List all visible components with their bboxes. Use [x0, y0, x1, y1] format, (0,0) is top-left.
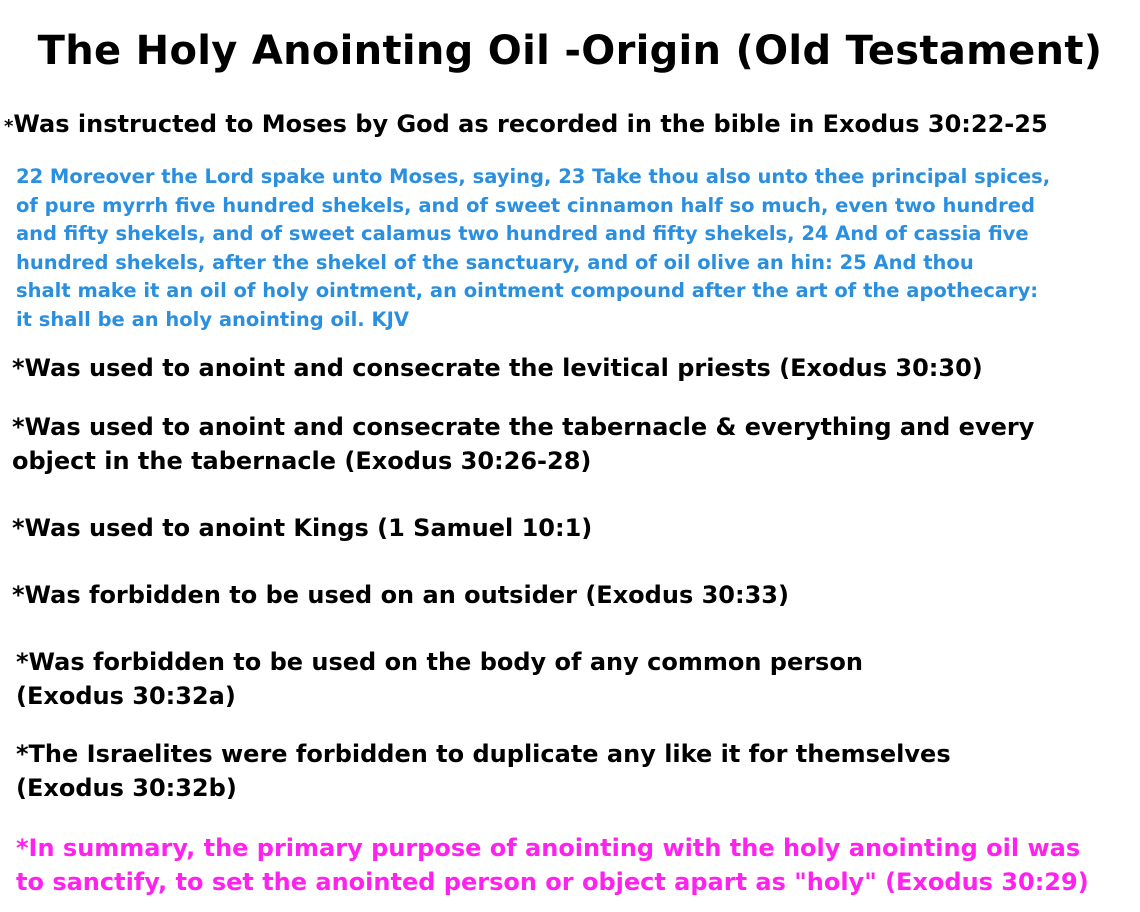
scripture-line: it shall be an holy anointing oil. KJV — [16, 307, 409, 331]
summary-line: to sanctify, to set the anointed person or object apart as "holy" (Exodus 30:29) — [16, 868, 1089, 896]
bullet-line: *Was forbidden to be used on an outsider (Exodus 30:33) — [12, 581, 789, 609]
scripture-line: 22 Moreover the Lord spake unto Moses, saying, 23 Take thou also unto thee principal spices, — [16, 165, 1051, 188]
bullet-line: *Was used to anoint and consecrate the tabernacle & everything and every — [12, 413, 1035, 441]
bullet-outsider — [12, 578, 789, 612]
summary-statement — [16, 831, 1089, 899]
intro-text: Was instructed to Moses by God as recorded in the bible in Exodus 30:22-25 — [13, 110, 1048, 138]
bullet-line: (Exodus 30:32a) — [16, 682, 236, 710]
summary-line: *In summary, the primary purpose of anointing with the holy anointing oil was — [16, 834, 1081, 862]
scripture-line: shalt make it an oil of holy ointment, an ointment compound after the art of the apothecary: — [16, 279, 1039, 303]
scripture-quote — [16, 163, 1050, 335]
bullet-line: *Was used to anoint and consecrate the levitical priests (Exodus 30:30) — [12, 354, 983, 382]
bullet-tabernacle — [12, 410, 1034, 478]
scripture-line: and fifty shekels, and of sweet calamus two hundred and fifty shekels, 24 And of cassia five — [16, 222, 1029, 246]
bullet-line: *The Israelites were forbidden to duplicate any like it for themselves — [16, 740, 951, 768]
bullet-line: *Was used to anoint Kings (1 Samuel 10:1) — [12, 514, 593, 542]
bullet-common-person — [16, 645, 863, 713]
bullet-priests — [12, 351, 983, 385]
intro-statement — [4, 110, 1048, 138]
page-title: The Holy Anointing Oil -Origin (Old Testament) — [37, 28, 1103, 74]
bullet-line: object in the tabernacle (Exodus 30:26-28) — [12, 447, 592, 475]
bullet-line: *Was forbidden to be used on the body of any common person — [16, 648, 863, 676]
bullet-kings — [12, 511, 592, 545]
bullet-line: (Exodus 30:32b) — [16, 774, 237, 802]
scripture-line: of pure myrrh five hundred shekels, and of sweet cinnamon half so much, even two hundred — [16, 193, 1035, 217]
intro-bullet-star: * — [4, 116, 14, 137]
scripture-line: hundred shekels, after the shekel of the sanctuary, and of oil olive an hin: 25 And thou — [16, 250, 974, 274]
bullet-duplicate — [16, 737, 951, 805]
